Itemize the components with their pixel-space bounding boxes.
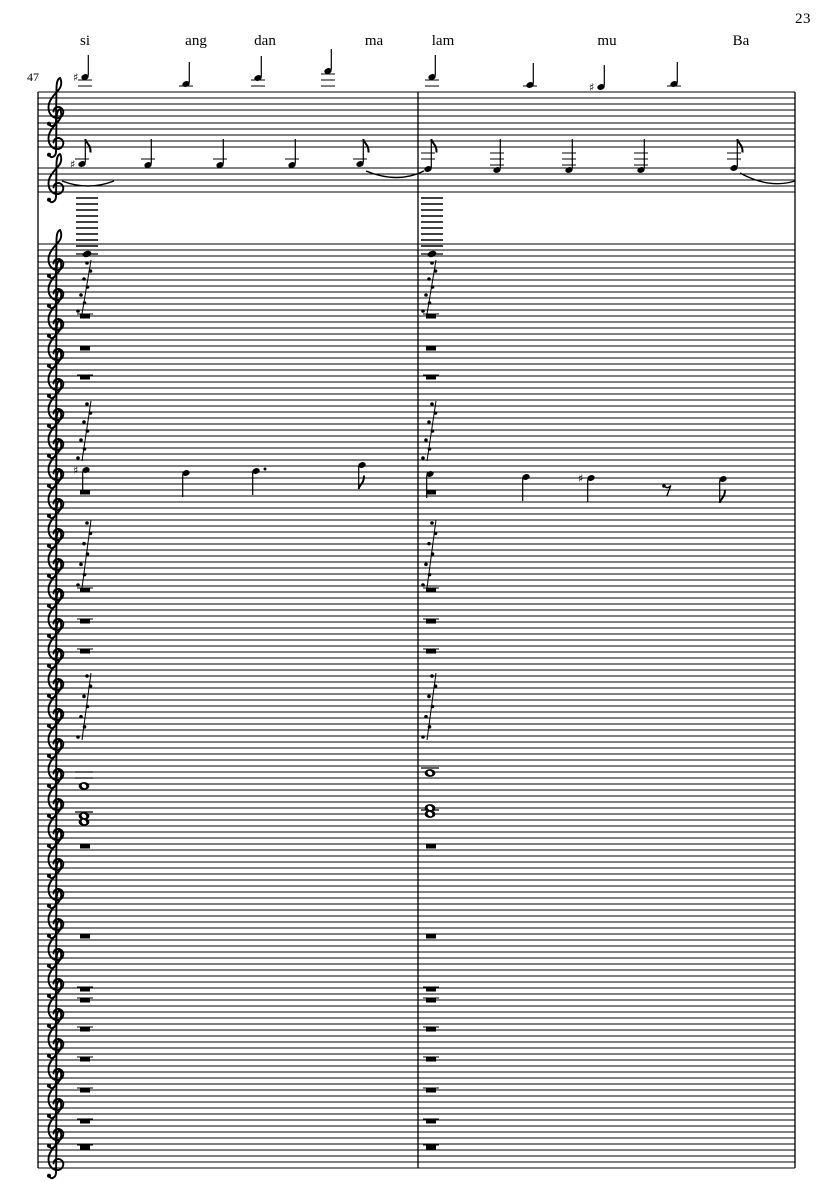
staff-14 (38, 560, 795, 608)
staff-21 (38, 770, 795, 818)
staff-28 (38, 980, 795, 1028)
sharp-icon: ♯ (578, 472, 584, 485)
staff-0 (38, 78, 795, 126)
staff-11 (38, 470, 795, 518)
lyric-syllable-5: mu (597, 33, 617, 49)
lyric-syllable-3: ma (364, 33, 384, 49)
staff-13 (38, 530, 795, 578)
page-number: 23 (795, 11, 811, 27)
staff-17 (38, 650, 795, 698)
run-figure (421, 520, 437, 588)
whole-rest (77, 934, 93, 939)
staff-10 (38, 440, 795, 488)
staff-33 (38, 1130, 795, 1178)
eighth-flag-icon (359, 476, 364, 490)
staff-4 (38, 260, 795, 308)
whole-rest (77, 346, 93, 351)
counter-note (353, 139, 369, 168)
mid-note (181, 469, 190, 497)
staff-25 (38, 890, 795, 938)
lyric-syllable-4: lam (431, 33, 455, 49)
mid-note (718, 475, 727, 503)
mid-note (578, 472, 596, 502)
counter-note (727, 139, 743, 172)
vocal-note (425, 55, 439, 86)
barlines (38, 92, 795, 1168)
whole-rest (423, 649, 439, 654)
mid-note (251, 467, 266, 495)
staff-26 (38, 920, 795, 968)
counter-note (562, 139, 576, 174)
high-note-figure (76, 198, 98, 258)
staff-18 (38, 680, 795, 728)
counter-note (70, 139, 91, 171)
whole-note (75, 772, 93, 790)
whole-rest (77, 619, 93, 624)
staves-layer (38, 78, 795, 1178)
whole-rest (77, 1027, 93, 1032)
lyric-syllable-0: si (79, 33, 91, 49)
high-note-figure (421, 198, 443, 258)
sharp-icon: ♯ (73, 464, 79, 477)
staff-6 (38, 320, 795, 368)
whole-note (421, 804, 439, 818)
staff-30 (38, 1040, 795, 1088)
counter-note (490, 139, 504, 174)
staff-22 (38, 800, 795, 848)
whole-rest (423, 1145, 439, 1150)
staff-7 (38, 350, 795, 398)
vocal-note (251, 56, 265, 86)
whole-rest (423, 934, 439, 939)
staff-27 (38, 950, 795, 998)
staff-24 (38, 860, 795, 908)
vocal-note (73, 55, 92, 86)
staff-20 (38, 740, 795, 788)
whole-rest (77, 844, 93, 849)
whole-rest (423, 1027, 439, 1032)
vocal-note (589, 65, 606, 94)
staff-12 (38, 500, 795, 548)
mid-note (521, 473, 530, 501)
sharp-icon: ♯ (73, 71, 79, 84)
treble-clef-icon (47, 230, 63, 278)
staff-9 (38, 410, 795, 458)
whole-rest (77, 649, 93, 654)
sharp-icon: ♯ (589, 81, 595, 94)
lyric-syllable-2: dan (254, 33, 276, 49)
run-figure (76, 401, 92, 461)
staff-15 (38, 590, 795, 638)
staff-31 (38, 1070, 795, 1118)
staff-5 (38, 290, 795, 338)
lyric-syllable-6: Ba (732, 33, 750, 49)
counter-note (285, 139, 299, 169)
whole-rest (423, 1057, 439, 1062)
run-figure (421, 401, 437, 461)
staff-3 (38, 230, 795, 278)
staff-32 (38, 1100, 795, 1148)
treble-clef-icon (47, 154, 63, 202)
tie (62, 181, 114, 186)
counter-note (213, 139, 227, 169)
whole-rest (423, 490, 439, 495)
whole-rest (423, 619, 439, 624)
vocal-note (321, 49, 335, 86)
lyric-syllable-1: ang (185, 33, 207, 49)
whole-rest (77, 1145, 93, 1150)
notation-layer (62, 49, 795, 1150)
vocal-note (667, 62, 681, 88)
tie (740, 173, 795, 184)
whole-rest (77, 1057, 93, 1062)
whole-rest (423, 844, 439, 849)
vocal-note (523, 63, 537, 89)
staff-29 (38, 1010, 795, 1058)
counter-note (141, 139, 155, 169)
mid-note (357, 461, 366, 489)
staff-8 (38, 380, 795, 428)
staff-19 (38, 710, 795, 758)
vocal-note (179, 62, 193, 88)
staff-16 (38, 620, 795, 668)
whole-rest (423, 346, 439, 351)
sharp-icon: ♯ (70, 158, 76, 171)
counter-note (634, 139, 648, 174)
bar-number: 47 (27, 70, 39, 84)
run-figure (76, 520, 92, 588)
staff-23 (38, 830, 795, 878)
whole-rest (77, 490, 93, 495)
